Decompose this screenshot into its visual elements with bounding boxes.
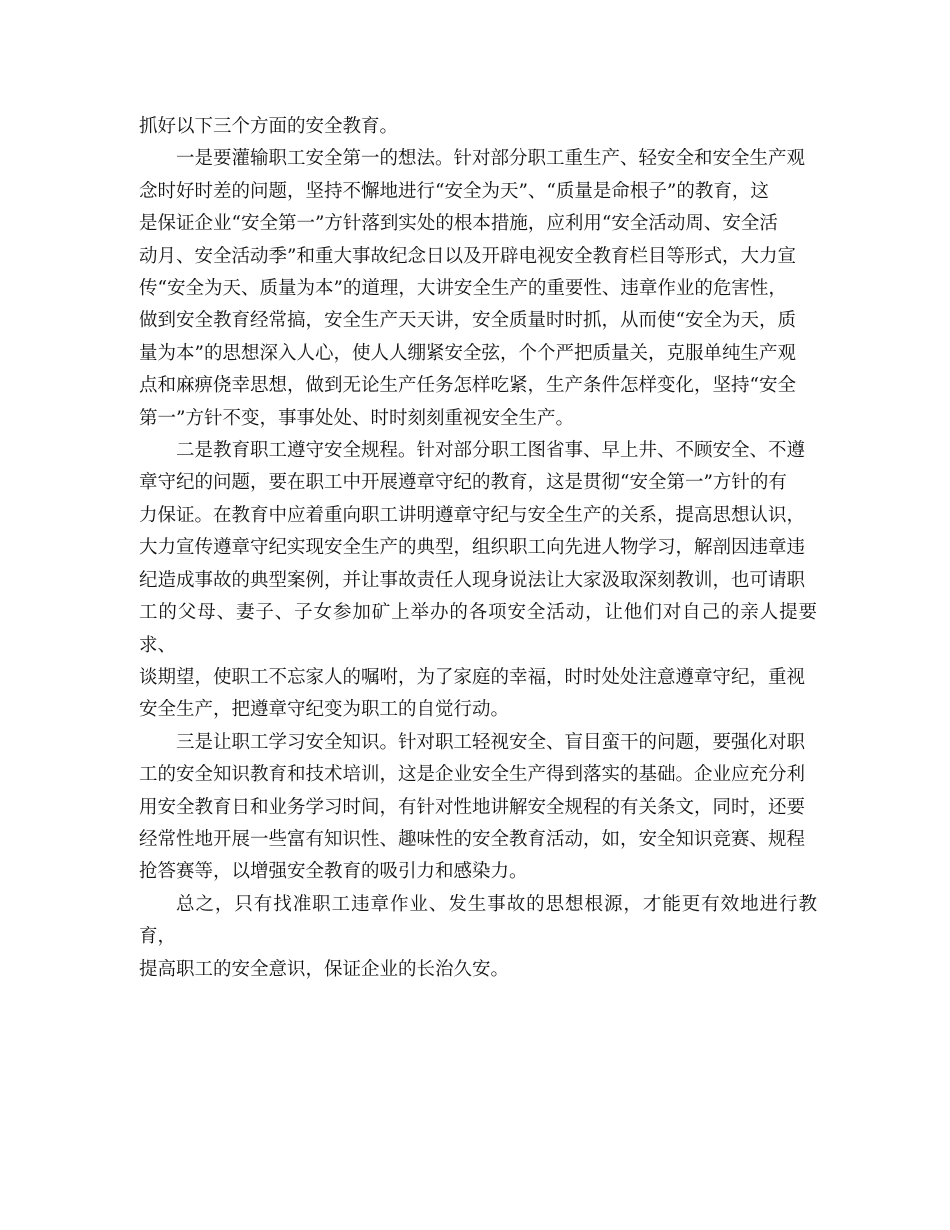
paragraph-third-point: 三是让职工学习安全知识。针对职工轻视安全、盲目蛮干的问题，要强化对职 工的安全知识教育和技术培训，这是企业安全生产得到落实的基础。企业应充分利 用安全教育日和业务学习时间，有针对性地讲解安全规程的有关条文，同时，还要 经常性地开展一些富有知识性、趣味性的安全教育活动，如，安全知识竞赛、规程 抢答赛等，以增强安全教育的吸引力和感染力。 (139, 731, 806, 883)
paragraph-intro-tail: 抓好以下三个方面的安全教育。 (139, 116, 399, 137)
paragraph-first-point: 一是要灌输职工安全第一的想法。针对部分职工重生产、轻安全和安全生产观 念时好时差的问题，坚持不懈地进行“安全为天”、“质量是命根子”的教育，这 是保证企业“安全第一”方针落到实处的根本措施，应利用“安全活动周、安全活 动月、安全活动季”和重大事故纪念日以及开辟电视安全教育栏目等形式，大力宣 传“安全为天、质量为本”的道理，大讲安全生产的重要性、违章作业的危害性， 做到安全教育经常搞，安全生产天天讲，安全质量时时抓，从而使“安全为天，质 量为本”的思想深入人心，使人人绷紧安全弦，个个严把质量关，克服单纯生产观 点和麻痹侥幸思想，做到无论生产任务怎样吃紧，生产条件怎样变化，坚持“安全 第一”方针不变，事事处处、时时刻刻重视安全生产。 (139, 148, 806, 429)
paragraph-second-point: 二是教育职工遵守安全规程。针对部分职工图省事、早上井、不顾安全、不遵 章守纪的问题，要在职工中开展遵章守纪的教育，这是贯彻“安全第一”方针的有 力保证。在教育中应着重向职工讲明遵章守纪与安全生产的关系，提高思想认识， 大力宣传遵章守纪实现安全生产的典型，组织职工向先进人物学习，解剖因违章违 纪造成事故的典型案例，并让事故责任人现身说法让大家汲取深刻教训，也可请职 工的父母、妻子、子女参加矿上举办的各项安全活动，让他们对自己的亲人提要求、 谈期望，使职工不忘家人的嘱咐，为了家庭的幸福，时时处处注意遵章守纪，重视 安全生产，把遵章守纪变为职工的自觉行动。 (139, 440, 817, 721)
paragraph-conclusion: 总之，只有找准职工违章作业、发生事故的思想根源，才能更有效地进行教育， 提高职工的安全意识，保证企业的长治久安。 (139, 893, 817, 980)
document-body (139, 111, 817, 986)
